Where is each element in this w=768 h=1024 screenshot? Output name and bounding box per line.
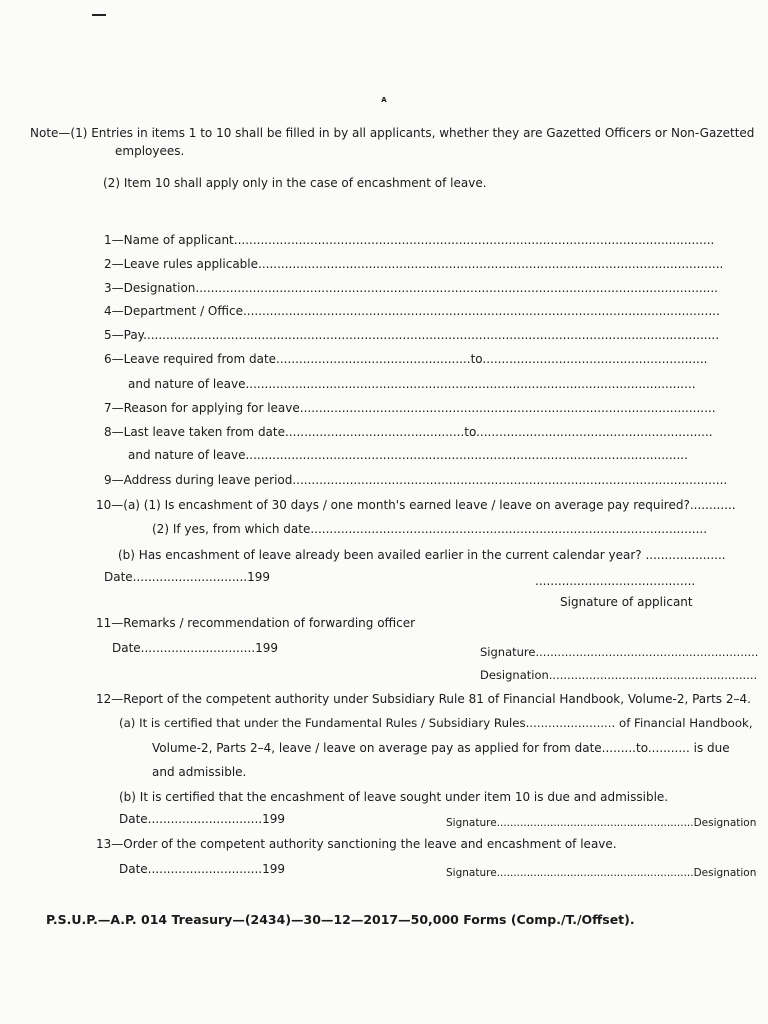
sanction-order: 13—Order of the competent authority sanctioning the leave and encashment of leave. (96, 837, 617, 851)
field-designation[interactable]: 3—Designation......................................................................................................................................... (104, 281, 718, 295)
field-department[interactable]: 4—Department / Office............................................................................................................................. (104, 304, 720, 318)
field-applicant-name[interactable]: 1—Name of applicant.............................................................................................................................. (104, 233, 715, 247)
note-1: Note—(1) Entries in items 1 to 10 shall be filled in by all applicants, whether they are Gazetted Officers or Non-Gazetted (30, 126, 755, 140)
field-leave-reason[interactable]: 7—Reason for applying for leave............................................................................................................. (104, 401, 716, 415)
top-mark (92, 14, 106, 16)
note-1-cont: employees. (115, 144, 185, 158)
certificate-a-line1[interactable]: (a) It is certified that under the Fundamental Rules / Subsidiary Rules........................ of Financial Handbook, (119, 716, 753, 730)
forwarding-officer-remarks: 11—Remarks / recommendation of forwarding officer (96, 616, 416, 630)
field-encashment-required[interactable]: 10—(a) (1) Is encashment of 30 days / one month's earned leave / leave on average pay required?............ (96, 498, 736, 512)
field-leave-nature[interactable]: and nature of leave...................................................................................................................... (128, 377, 696, 391)
print-footer: P.S.U.P.—A.P. 014 Treasury—(2434)—30—12—2017—50,000 Forms (Comp./T./Offset). (46, 912, 635, 927)
sanction-signature[interactable]: Signature...........................................................Designation (446, 867, 757, 879)
applicant-signature-line[interactable]: .......................................... (535, 574, 696, 588)
field-previous-encashment[interactable]: (b) Has encashment of leave already been availed earlier in the current calendar year? ..................... (118, 548, 726, 562)
forwarding-designation[interactable]: Designation......................................................... (480, 668, 758, 682)
field-encashment-date[interactable]: (2) If yes, from which date........................................................................................................ (152, 522, 708, 536)
applicant-signature-label: Signature of applicant (560, 595, 693, 609)
field-last-leave-period[interactable]: 8—Last leave taken from date...............................................to.............................................................. (104, 425, 713, 439)
certificate-a-line3: and admissible. (152, 765, 247, 779)
certificate-signature[interactable]: Signature...........................................................Designation (446, 817, 757, 829)
certificate-b: (b) It is certified that the encashment of leave sought under item 10 is due and admissible. (119, 790, 669, 804)
certificate-a-line2[interactable]: Volume-2, Parts 2–4, leave / leave on average pay as applied for from date.........to........... is due (152, 741, 730, 755)
form-title: A (381, 96, 387, 104)
field-last-leave-nature[interactable]: and nature of leave.................................................................................................................... (128, 448, 688, 462)
field-pay[interactable]: 5—Pay....................................................................................................................................................... (104, 328, 720, 342)
competent-authority-report: 12—Report of the competent authority under Subsidiary Rule 81 of Financial Handbook, Volume-2, Parts 2–4. (96, 692, 751, 706)
date-field-forwarding[interactable]: Date..............................199 (112, 641, 279, 655)
date-field-applicant[interactable]: Date..............................199 (104, 570, 271, 584)
note-2: (2) Item 10 shall apply only in the case of encashment of leave. (103, 176, 487, 190)
date-field-certificate[interactable]: Date..............................199 (119, 812, 286, 826)
field-leave-rules[interactable]: 2—Leave rules applicable.......................................................................................................................... (104, 257, 724, 271)
forwarding-signature[interactable]: Signature............................................................. (480, 645, 759, 659)
field-leave-address[interactable]: 9—Address during leave period.................................................................................................................. (104, 473, 728, 487)
field-leave-period[interactable]: 6—Leave required from date...................................................to........................................................... (104, 352, 708, 366)
date-field-sanction[interactable]: Date..............................199 (119, 862, 286, 876)
